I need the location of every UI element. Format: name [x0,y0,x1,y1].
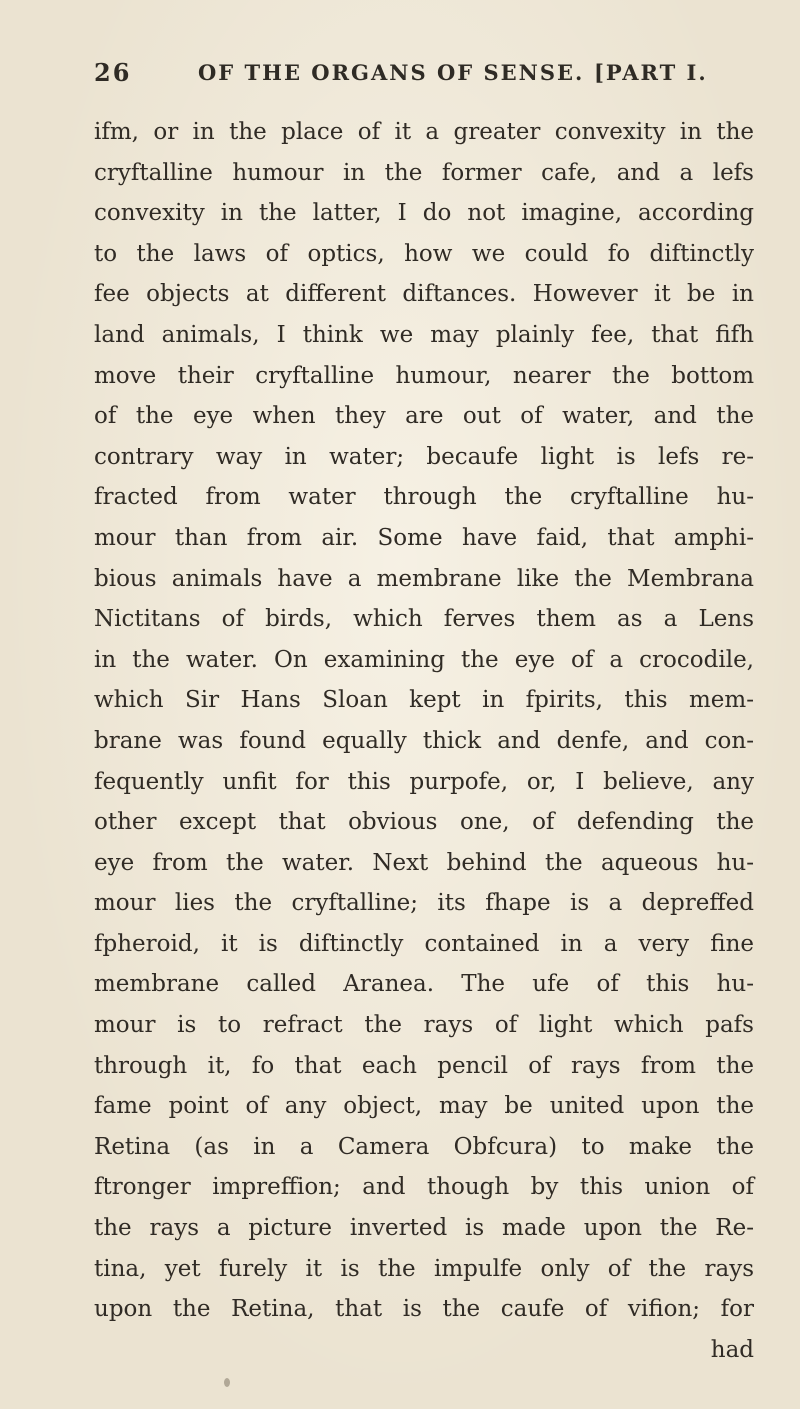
text-line: fracted from water through the cryftalline hu- [94,484,754,511]
text-line: which Sir Hans Sloan kept in fpirits, this mem- [94,687,754,714]
text-line: mour than from air. Some have faid, that amphi- [94,524,754,551]
text-line: Nictitans of birds, which ferves them as a Lens [94,606,754,633]
text-line: move their cryftalline humour, nearer the bottom [94,362,754,389]
text-line: other except that obvious one, of defending the [94,809,754,836]
text-line: through it, fo that each pencil of rays from the [94,1052,754,1079]
running-title: OF THE ORGANS OF SENSE. [198,60,585,85]
page-number: 26 [94,58,132,87]
ink-mark [224,1378,230,1387]
text-line: ftronger impreffion; and though by this union of [94,1174,754,1201]
part-label: [PART I. [594,60,708,85]
text-line: the rays a picture inverted is made upon the Re- [94,1215,754,1242]
running-head [94,58,754,98]
text-line: convexity in the latter, I do not imagine, according [94,200,754,227]
text-line: land animals, I think we may plainly fee, that fifh [94,321,754,348]
text-line: ifm, or in the place of it a greater convexity in the [94,119,754,145]
text-line: mour is to refract the rays of light which pafs [94,1012,754,1039]
text-line: fpheroid, it is diftinctly contained in a very fine [94,930,754,957]
text-line: fequently unfit for this purpofe, or, I believe, any [94,768,754,795]
text-line: cryftalline humour in the former cafe, and a lefs [94,159,754,186]
text-line: to the laws of optics, how we could fo diftinctly [94,240,754,267]
text-line: fame point of any object, may be united upon the [94,1093,754,1120]
text-line: mour lies the cryftalline; its fhape is a depreffed [94,890,754,917]
text-line: membrane called Aranea. The ufe of this hu- [94,971,754,998]
text-line: tina, yet furely it is the impulfe only of the rays [94,1255,754,1282]
text-line: of the eye when they are out of water, and the [94,403,754,430]
text-line: contrary way in water; becaufe light is lefs re- [94,443,754,470]
text-line: eye from the water. Next behind the aqueous hu- [94,849,754,876]
body-text [94,112,754,1370]
text-line: Retina (as in a Camera Obfcura) to make the [94,1133,754,1160]
text-line: bious animals have a membrane like the Membrana [94,565,754,592]
text-line: upon the Retina, that is the caufe of vifion; for [94,1296,754,1323]
text-line: in the water. On examining the eye of a crocodile, [94,646,754,673]
text-line: brane was found equally thick and denfe, and con- [94,727,754,754]
catchword: had [710,1336,754,1363]
text-line: fee objects at different diftances. However it be in [94,281,754,308]
